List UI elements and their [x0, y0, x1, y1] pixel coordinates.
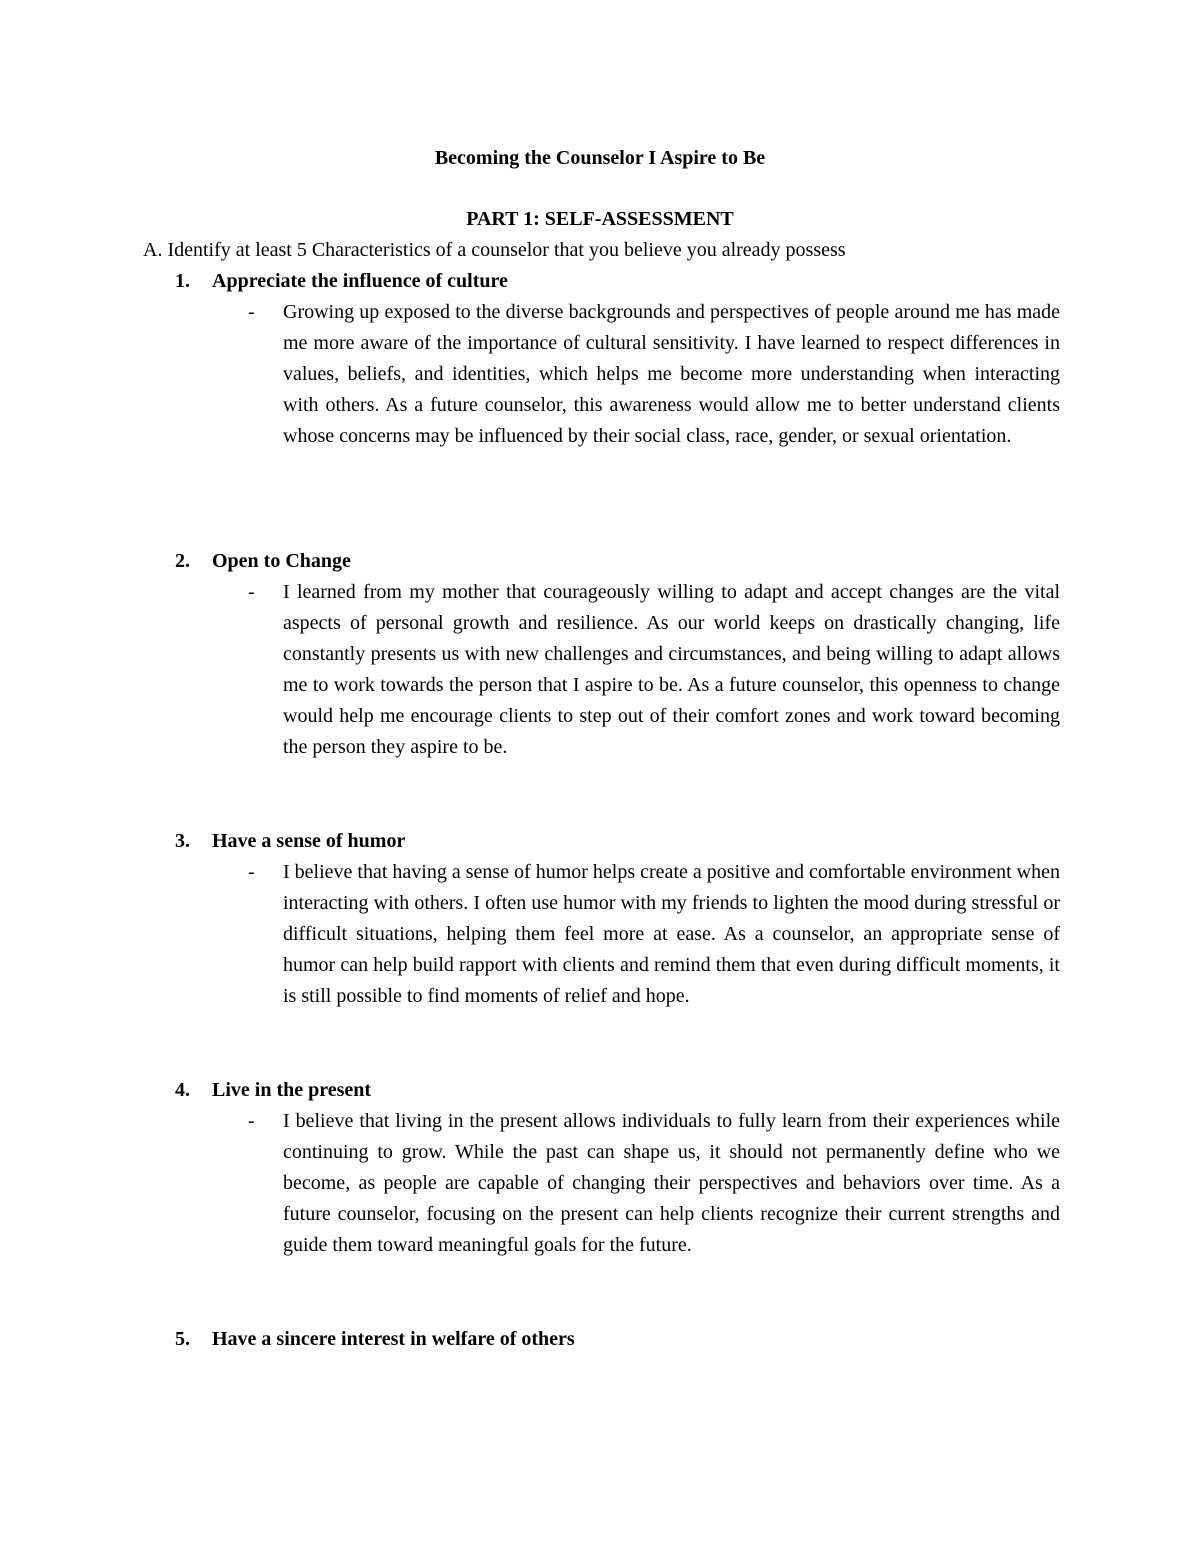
- list-item: [175, 1324, 1060, 1355]
- item-body: [248, 857, 1060, 1012]
- item-heading: [175, 1324, 1060, 1355]
- item-title: Appreciate the influence of culture: [212, 270, 508, 292]
- list-item: [175, 266, 1060, 452]
- item-body: [248, 577, 1060, 763]
- item-body: [248, 1106, 1060, 1261]
- item-title: Live in the present: [212, 1079, 372, 1101]
- bullet-dash: -: [248, 301, 255, 323]
- list-item: [175, 826, 1060, 1012]
- item-number: 4.: [175, 1079, 190, 1101]
- list-item: [175, 1075, 1060, 1261]
- bullet-dash: -: [248, 581, 255, 603]
- item-heading: [175, 266, 1060, 297]
- document-title: Becoming the Counselor I Aspire to Be: [434, 147, 766, 169]
- list-item: [175, 546, 1060, 763]
- item-heading: [175, 546, 1060, 577]
- item-number: 1.: [175, 270, 190, 292]
- item-heading: [175, 1075, 1060, 1106]
- item-title: Open to Change: [212, 550, 351, 572]
- item-body-text: Growing up exposed to the diverse backgrounds and perspectives of people around me has made me more aware of the importance of cultural sensitivity. I have learned to respect differences in values, beliefs, and identities, which helps me become more understanding when interacting with others. As a future counselor, this awareness would allow me to better understand clients whose concerns may be influenced by their social class, race, gender, or sexual orientation.: [283, 301, 1060, 447]
- item-number: 5.: [175, 1328, 190, 1350]
- bullet-dash: -: [248, 861, 255, 883]
- item-number: 2.: [175, 550, 190, 572]
- item-heading: [175, 826, 1060, 857]
- bullet-dash: -: [248, 1110, 255, 1132]
- item-title: Have a sense of humor: [212, 830, 406, 852]
- item-body-text: I learned from my mother that courageously willing to adapt and accept changes are the vital aspects of personal growth and resilience. As our world keeps on drastically changing, life constantly presents us with new challenges and circumstances, and being willing to adapt allows me to work towards the person that I aspire to be. As a future counselor, this openness to change would help me encourage clients to step out of their comfort zones and work toward becoming the person they aspire to be.: [283, 581, 1060, 758]
- item-title: Have a sincere interest in welfare of others: [212, 1328, 575, 1350]
- instruction-text: A. Identify at least 5 Characteristics of a counselor that you believe you already possess: [143, 239, 846, 261]
- item-body-text: I believe that having a sense of humor helps create a positive and comfortable environment when interacting with others. I often use humor with my friends to lighten the mood during stressful or difficult situations, helping them feel more at ease. As a counselor, an appropriate sense of humor can help build rapport with clients and remind them that even during difficult moments, it is still possible to find moments of relief and hope.: [283, 861, 1060, 1007]
- item-number: 3.: [175, 830, 190, 852]
- item-body-text: I believe that living in the present allows individuals to fully learn from their experiences while continuing to grow. While the past can shape us, it should not permanently define who we become, as people are capable of changing their perspectives and behaviors over time. As a future counselor, focusing on the present can help clients recognize their current strengths and guide them toward meaningful goals for the future.: [283, 1110, 1060, 1256]
- item-body: [248, 297, 1060, 452]
- part-heading: PART 1: SELF-ASSESSMENT: [466, 208, 734, 230]
